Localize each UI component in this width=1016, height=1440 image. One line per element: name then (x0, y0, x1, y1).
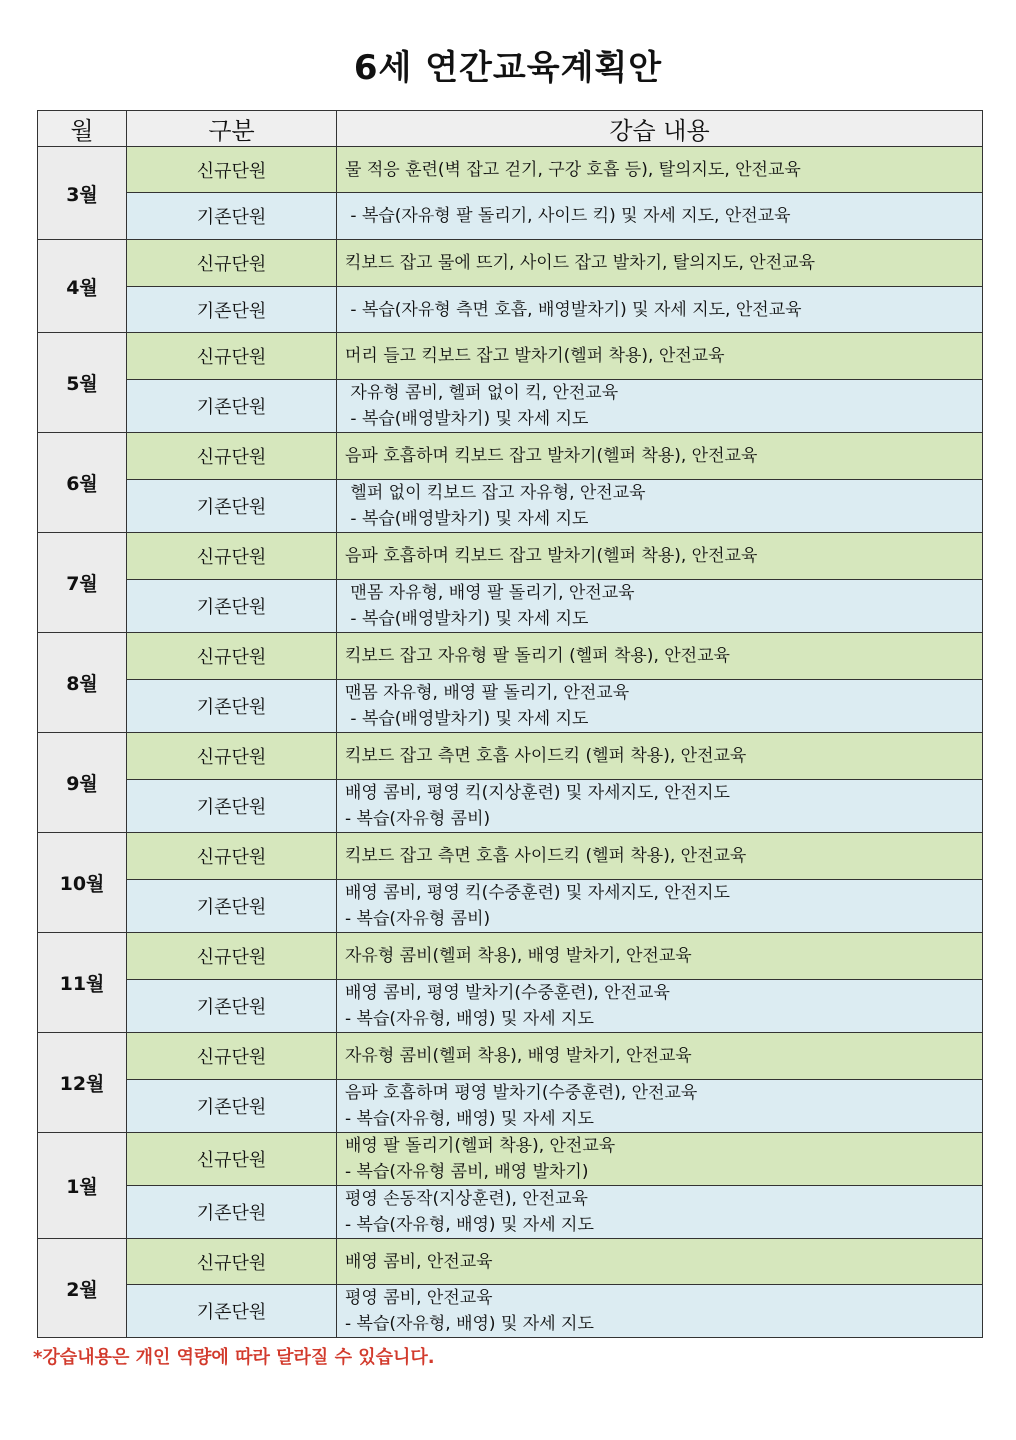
type-existing-unit: 기존단원 (127, 680, 337, 733)
content-cell (337, 147, 983, 193)
type-new-unit: 신규단원 (127, 733, 337, 780)
month-cell: 7월 (38, 533, 127, 633)
content-line: - 복습(배영발차기) 및 자세 지도 (345, 609, 589, 629)
month-cell: 9월 (38, 733, 127, 833)
table-body (38, 147, 983, 1338)
month-cell: 2월 (38, 1239, 127, 1338)
content-cell (337, 333, 983, 380)
content-line: - 복습(자유형 콤비) (345, 809, 491, 829)
content-cell (337, 733, 983, 780)
month-cell: 5월 (38, 333, 127, 433)
type-existing-unit: 기존단원 (127, 1186, 337, 1239)
content-line: 배영 콤비, 평영 발차기(수중훈련), 안전교육 (345, 983, 670, 1003)
type-existing-unit: 기존단원 (127, 1080, 337, 1133)
content-cell (337, 1080, 983, 1133)
type-new-unit: 신규단원 (127, 633, 337, 680)
content-line: 평영 콤비, 안전교육 (345, 1288, 493, 1308)
content-cell (337, 1033, 983, 1080)
month-cell: 3월 (38, 147, 127, 240)
table-row (38, 980, 983, 1033)
content-cell (337, 193, 983, 240)
type-new-unit: 신규단원 (127, 1239, 337, 1285)
table-row (38, 733, 983, 780)
content-line: 자유형 콤비, 헬퍼 없이 킥, 안전교육 (345, 383, 619, 403)
table-row (38, 193, 983, 240)
header-content: 강습 내용 (337, 111, 983, 147)
type-new-unit: 신규단원 (127, 1033, 337, 1080)
content-cell (337, 980, 983, 1033)
content-cell (337, 480, 983, 533)
table-row (38, 433, 983, 480)
type-existing-unit: 기존단원 (127, 580, 337, 633)
content-line: - 복습(배영발차기) 및 자세 지도 (345, 709, 589, 729)
content-cell (337, 533, 983, 580)
page-title: 6세 연간교육계획안 (353, 48, 663, 88)
content-line: 배영 콤비, 평영 킥(수중훈련) 및 자세지도, 안전지도 (345, 883, 730, 903)
type-new-unit: 신규단원 (127, 433, 337, 480)
table-row (38, 480, 983, 533)
content-line: 음파 호흡하며 평영 발차기(수중훈련), 안전교육 (345, 1083, 698, 1103)
content-line: 음파 호흡하며 킥보드 잡고 발차기(헬퍼 착용), 안전교육 (345, 446, 758, 466)
type-existing-unit: 기존단원 (127, 480, 337, 533)
table-row (38, 1033, 983, 1080)
content-line: 음파 호흡하며 킥보드 잡고 발차기(헬퍼 착용), 안전교육 (345, 546, 758, 566)
content-cell (337, 933, 983, 980)
content-cell (337, 1239, 983, 1285)
type-existing-unit: 기존단원 (127, 980, 337, 1033)
table-row (38, 533, 983, 580)
content-line: 맨몸 자유형, 배영 팔 돌리기, 안전교육 (345, 683, 630, 703)
table-row (38, 147, 983, 193)
type-new-unit: 신규단원 (127, 147, 337, 193)
content-cell (337, 1285, 983, 1338)
content-line: 킥보드 잡고 물에 뜨기, 사이드 잡고 발차기, 탈의지도, 안전교육 (345, 253, 815, 273)
content-line: 킥보드 잡고 측면 호흡 사이드킥 (헬퍼 착용), 안전교육 (345, 846, 747, 866)
header-type: 구분 (127, 111, 337, 147)
type-new-unit: 신규단원 (127, 1133, 337, 1186)
content-line: - 복습(자유형, 배영) 및 자세 지도 (345, 1314, 594, 1334)
content-line: 자유형 콤비(헬퍼 착용), 배영 발차기, 안전교육 (345, 1046, 692, 1066)
table-row (38, 880, 983, 933)
content-line: - 복습(자유형 콤비) (345, 909, 491, 929)
table-row (38, 1239, 983, 1285)
type-existing-unit: 기존단원 (127, 287, 337, 333)
table-row (38, 1080, 983, 1133)
content-cell (337, 880, 983, 933)
content-line: - 복습(자유형 측면 호흡, 배영발차기) 및 자세 지도, 안전교육 (345, 299, 802, 320)
content-line: - 복습(자유형, 배영) 및 자세 지도 (345, 1009, 594, 1029)
table-row (38, 833, 983, 880)
content-cell (337, 240, 983, 287)
content-line: - 복습(자유형, 배영) 및 자세 지도 (345, 1109, 594, 1129)
content-line: - 복습(배영발차기) 및 자세 지도 (345, 509, 589, 529)
type-existing-unit: 기존단원 (127, 1285, 337, 1338)
table-row (38, 580, 983, 633)
annual-plan-table (37, 110, 983, 1338)
content-line: 평영 손동작(지상훈련), 안전교육 (345, 1189, 588, 1209)
type-existing-unit: 기존단원 (127, 380, 337, 433)
content-line: 배영 팔 돌리기(헬퍼 착용), 안전교육 (345, 1136, 616, 1156)
content-line: 물 적응 훈련(벽 잡고 걷기, 구강 호흡 등), 탈의지도, 안전교육 (345, 159, 801, 180)
type-existing-unit: 기존단원 (127, 880, 337, 933)
content-line: - 복습(배영발차기) 및 자세 지도 (345, 409, 589, 429)
content-cell (337, 1133, 983, 1186)
content-line: 헬퍼 없이 킥보드 잡고 자유형, 안전교육 (345, 483, 646, 503)
month-cell: 4월 (38, 240, 127, 333)
month-cell: 8월 (38, 633, 127, 733)
content-line: 맨몸 자유형, 배영 팔 돌리기, 안전교육 (345, 583, 635, 603)
content-line: 킥보드 잡고 측면 호흡 사이드킥 (헬퍼 착용), 안전교육 (345, 746, 747, 766)
content-cell (337, 433, 983, 480)
table-row (38, 633, 983, 680)
content-line: 자유형 콤비(헬퍼 착용), 배영 발차기, 안전교육 (345, 946, 692, 966)
type-new-unit: 신규단원 (127, 933, 337, 980)
month-cell: 1월 (38, 1133, 127, 1239)
table-row (38, 1133, 983, 1186)
content-line: - 복습(자유형 팔 돌리기, 사이드 킥) 및 자세 지도, 안전교육 (345, 206, 791, 226)
content-cell (337, 1186, 983, 1239)
content-line: - 복습(자유형, 배영) 및 자세 지도 (345, 1215, 594, 1235)
table-row (38, 333, 983, 380)
content-line: - 복습(자유형 콤비, 배영 발차기) (345, 1162, 589, 1182)
table-row (38, 380, 983, 433)
type-new-unit: 신규단원 (127, 533, 337, 580)
footnote: *강습내용은 개인 역량에 따라 달라질 수 있습니다. (33, 1347, 435, 1368)
content-cell (337, 287, 983, 333)
table-row (38, 287, 983, 333)
month-cell: 12월 (38, 1033, 127, 1133)
table-row (38, 1186, 983, 1239)
type-new-unit: 신규단원 (127, 240, 337, 287)
content-cell (337, 580, 983, 633)
table-header-row (38, 111, 983, 147)
table-row (38, 780, 983, 833)
content-cell (337, 780, 983, 833)
type-new-unit: 신규단원 (127, 333, 337, 380)
content-cell (337, 680, 983, 733)
type-existing-unit: 기존단원 (127, 780, 337, 833)
month-cell: 6월 (38, 433, 127, 533)
content-line: 배영 콤비, 안전교육 (345, 1251, 493, 1272)
month-cell: 10월 (38, 833, 127, 933)
content-cell (337, 380, 983, 433)
table-row (38, 933, 983, 980)
header-month: 월 (38, 111, 127, 147)
table-row (38, 240, 983, 287)
table-row (38, 1285, 983, 1338)
month-cell: 11월 (38, 933, 127, 1033)
table-row (38, 680, 983, 733)
type-new-unit: 신규단원 (127, 833, 337, 880)
content-line: 머리 들고 킥보드 잡고 발차기(헬퍼 착용), 안전교육 (345, 346, 725, 366)
content-line: 배영 콤비, 평영 킥(지상훈련) 및 자세지도, 안전지도 (345, 783, 730, 803)
content-cell (337, 633, 983, 680)
content-line: 킥보드 잡고 자유형 팔 돌리기 (헬퍼 착용), 안전교육 (345, 646, 730, 666)
type-existing-unit: 기존단원 (127, 193, 337, 240)
content-cell (337, 833, 983, 880)
